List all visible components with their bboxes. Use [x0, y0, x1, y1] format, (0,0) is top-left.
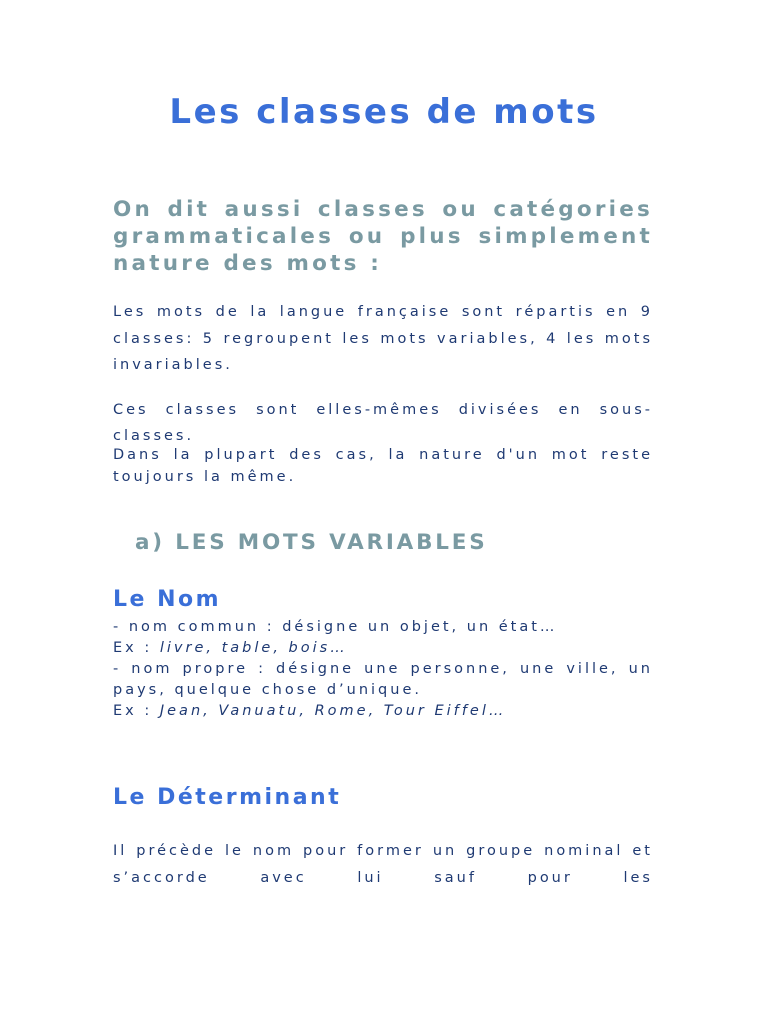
paragraph-nature: Dans la plupart des cas, la nature d'un mot reste toujours la même. [113, 447, 653, 485]
heading-le-nom: Le Nom [113, 587, 222, 612]
nom-propre-line: - nom propre : désigne une personne, une ville, un pays, quelque chose d’unique. [113, 661, 653, 698]
nom-definitions [113, 617, 653, 722]
example-value: Jean, Vanuatu, Rome, Tour Eiffel… [159, 703, 507, 719]
paragraph-subclasses: Ces classes sont elles-mêmes divisées en sous-classes. [113, 402, 653, 444]
example-label: Ex : [113, 703, 160, 719]
section-heading-variables: a) LES MOTS VARIABLES [135, 530, 488, 555]
example-label: Ex : [113, 640, 160, 656]
heading-le-determinant: Le Déterminant [113, 785, 342, 810]
nom-propre-example [113, 701, 653, 722]
nom-commun-line: - nom commun : désigne un objet, un état… [113, 619, 558, 635]
intro-text: On dit aussi classes ou catégories grammaticales ou plus simplement nature des mots : [113, 197, 653, 276]
nom-commun-example [113, 638, 653, 659]
example-value: livre, table, bois… [159, 640, 348, 656]
page-title: Les classes de mots [169, 92, 599, 132]
paragraph-classes: Les mots de la langue française sont répartis en 9 classes: 5 regroupent les mots variables, 4 les mots invariables. [113, 304, 653, 373]
determinant-text: Il précède le nom pour former un groupe nominal et s’accorde avec lui sauf pour les [113, 843, 653, 886]
